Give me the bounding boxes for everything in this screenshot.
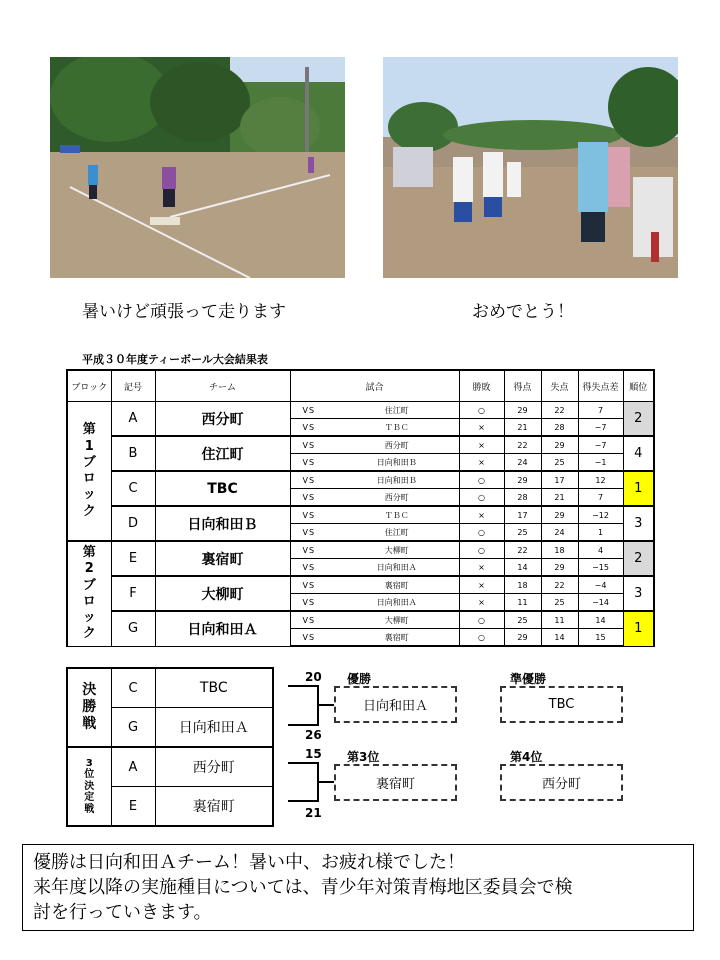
vs-label: VS — [290, 402, 335, 419]
header-points-for: 得点 — [504, 370, 541, 402]
team-code: D — [111, 506, 155, 541]
point-diff: 14 — [578, 611, 623, 629]
third-place-label: 3 位 決 定 戦 — [67, 747, 111, 826]
vs-label: VS — [290, 524, 335, 542]
points-for: 24 — [504, 454, 541, 472]
vs-label: VS — [290, 576, 335, 594]
photo-award-ceremony — [383, 57, 678, 278]
win-loss: × — [459, 454, 504, 472]
points-for: 28 — [504, 489, 541, 507]
opponent-name: 大柳町 — [335, 611, 459, 629]
third-team: 西分町 — [155, 747, 273, 787]
win-loss: ○ — [459, 524, 504, 542]
header-match: 試合 — [290, 370, 459, 402]
points-for: 29 — [504, 402, 541, 419]
points-for: 11 — [504, 594, 541, 612]
points-against: 14 — [541, 629, 578, 647]
points-against: 24 — [541, 524, 578, 542]
point-diff: −4 — [578, 576, 623, 594]
points-for: 18 — [504, 576, 541, 594]
result-row — [67, 402, 654, 419]
vs-label: VS — [290, 436, 335, 454]
points-against: 29 — [541, 436, 578, 454]
point-diff: 12 — [578, 471, 623, 489]
final-team: 日向和田Ａ — [155, 708, 273, 748]
team-code: A — [111, 402, 155, 437]
results-body — [67, 402, 654, 647]
opponent-name: 大柳町 — [335, 541, 459, 559]
point-diff: 4 — [578, 541, 623, 559]
points-for: 21 — [504, 419, 541, 437]
points-against: 22 — [541, 402, 578, 419]
photo-caption-right: おめでとう！ — [472, 302, 574, 322]
team-code: C — [111, 471, 155, 506]
note-line-3: 討を行っていきます。 — [33, 902, 212, 923]
header-diff: 得失点差 — [578, 370, 623, 402]
final-score-bottom: 26 — [305, 728, 322, 742]
result-row — [67, 506, 654, 524]
third-score-bottom: 21 — [305, 806, 322, 820]
win-loss: × — [459, 594, 504, 612]
point-diff: 1 — [578, 524, 623, 542]
fourth-place-label: 第4位 — [510, 750, 543, 764]
opponent-name: 日向和田Ａ — [335, 559, 459, 577]
fourth-place-box: 西分町 — [500, 764, 623, 801]
win-loss: ○ — [459, 402, 504, 419]
team-rank: 3 — [623, 506, 654, 541]
header-rank: 順位 — [623, 370, 654, 402]
team-code: G — [111, 611, 155, 646]
summary-note — [22, 844, 694, 931]
result-row — [67, 471, 654, 489]
vs-label: VS — [290, 541, 335, 559]
vs-label: VS — [290, 629, 335, 647]
header-block: ブロック — [67, 370, 111, 402]
team-rank: 1 — [623, 471, 654, 506]
third-score-top: 15 — [305, 747, 322, 761]
opponent-name: 裏宿町 — [335, 576, 459, 594]
point-diff: −12 — [578, 506, 623, 524]
opponent-name: 日向和田Ｂ — [335, 454, 459, 472]
team-name: TBC — [155, 471, 290, 506]
final-row — [67, 668, 273, 708]
opponent-name: ＴＢＣ — [335, 419, 459, 437]
points-for: 29 — [504, 471, 541, 489]
team-name: 大柳町 — [155, 576, 290, 611]
point-diff: 7 — [578, 402, 623, 419]
win-loss: ○ — [459, 611, 504, 629]
points-against: 25 — [541, 454, 578, 472]
point-diff: −7 — [578, 436, 623, 454]
vs-label: VS — [290, 489, 335, 507]
vs-label: VS — [290, 471, 335, 489]
third-place-row — [67, 747, 273, 787]
vs-label: VS — [290, 454, 335, 472]
points-against: 11 — [541, 611, 578, 629]
final-code: C — [111, 668, 155, 708]
note-line-1: 優勝は日向和田Ａチーム！暑い中、お疲れ様でした！ — [33, 852, 465, 873]
result-row — [67, 541, 654, 559]
third-code: A — [111, 747, 155, 787]
header-points-against: 失点 — [541, 370, 578, 402]
team-rank: 2 — [623, 541, 654, 576]
points-against: 21 — [541, 489, 578, 507]
header-code: 記号 — [111, 370, 155, 402]
points-against: 29 — [541, 506, 578, 524]
vs-label: VS — [290, 594, 335, 612]
block-label: 第 1 ブ ロ ッ ク — [67, 402, 111, 542]
third-team: 裏宿町 — [155, 787, 273, 827]
final-code: G — [111, 708, 155, 748]
point-diff: 7 — [578, 489, 623, 507]
final-score-top: 20 — [305, 670, 322, 684]
second-place-label: 準優勝 — [510, 672, 547, 686]
win-loss: × — [459, 419, 504, 437]
points-against: 22 — [541, 576, 578, 594]
first-place-box: 日向和田Ａ — [334, 686, 457, 723]
final-team: TBC — [155, 668, 273, 708]
opponent-name: ＴＢＣ — [335, 506, 459, 524]
team-code: F — [111, 576, 155, 611]
result-row — [67, 611, 654, 629]
opponent-name: 西分町 — [335, 436, 459, 454]
win-loss: ○ — [459, 471, 504, 489]
points-for: 22 — [504, 436, 541, 454]
block-label: 第 2 ブ ロ ッ ク — [67, 541, 111, 646]
opponent-name: 住江町 — [335, 524, 459, 542]
point-diff: −7 — [578, 419, 623, 437]
win-loss: × — [459, 559, 504, 577]
third-place-heading: 第3位 — [347, 750, 380, 764]
points-against: 17 — [541, 471, 578, 489]
results-table-title: 平成３０年度ティーボール大会結果表 — [82, 353, 268, 366]
point-diff: 15 — [578, 629, 623, 647]
team-rank: 3 — [623, 576, 654, 611]
win-loss: × — [459, 576, 504, 594]
win-loss: ○ — [459, 629, 504, 647]
vs-label: VS — [290, 611, 335, 629]
points-against: 25 — [541, 594, 578, 612]
vs-label: VS — [290, 419, 335, 437]
result-row — [67, 576, 654, 594]
team-name: 住江町 — [155, 436, 290, 471]
final-label: 決 勝 戦 — [67, 668, 111, 747]
header-win-loss: 勝敗 — [459, 370, 504, 402]
first-place-label: 優勝 — [347, 672, 372, 686]
points-for: 17 — [504, 506, 541, 524]
team-rank: 1 — [623, 611, 654, 646]
points-against: 18 — [541, 541, 578, 559]
team-name: 西分町 — [155, 402, 290, 437]
points-for: 22 — [504, 541, 541, 559]
vs-label: VS — [290, 559, 335, 577]
photo-caption-left: 暑いけど頑張って走ります — [82, 302, 286, 322]
points-against: 29 — [541, 559, 578, 577]
win-loss: ○ — [459, 541, 504, 559]
team-name: 日向和田Ｂ — [155, 506, 290, 541]
opponent-name: 日向和田Ａ — [335, 594, 459, 612]
team-code: E — [111, 541, 155, 576]
third-code: E — [111, 787, 155, 827]
results-header-row — [67, 370, 654, 402]
team-rank: 2 — [623, 402, 654, 437]
points-for: 25 — [504, 524, 541, 542]
results-table — [66, 369, 655, 647]
points-for: 25 — [504, 611, 541, 629]
team-code: B — [111, 436, 155, 471]
point-diff: −14 — [578, 594, 623, 612]
team-rank: 4 — [623, 436, 654, 471]
win-loss: × — [459, 436, 504, 454]
note-line-2: 来年度以降の実施種目については、青少年対策青梅地区委員会で検 — [33, 877, 573, 898]
win-loss: ○ — [459, 489, 504, 507]
opponent-name: 日向和田Ｂ — [335, 471, 459, 489]
opponent-name: 住江町 — [335, 402, 459, 419]
opponent-name: 裏宿町 — [335, 629, 459, 647]
points-against: 28 — [541, 419, 578, 437]
team-name: 裏宿町 — [155, 541, 290, 576]
win-loss: × — [459, 506, 504, 524]
second-place-box: TBC — [500, 686, 623, 723]
team-name: 日向和田Ａ — [155, 611, 290, 646]
finals-table — [66, 667, 274, 827]
result-row — [67, 436, 654, 454]
point-diff: −1 — [578, 454, 623, 472]
vs-label: VS — [290, 506, 335, 524]
third-place-box: 裏宿町 — [334, 764, 457, 801]
points-for: 29 — [504, 629, 541, 647]
opponent-name: 西分町 — [335, 489, 459, 507]
point-diff: −15 — [578, 559, 623, 577]
points-for: 14 — [504, 559, 541, 577]
header-team: チーム — [155, 370, 290, 402]
photo-playing-field — [50, 57, 345, 278]
